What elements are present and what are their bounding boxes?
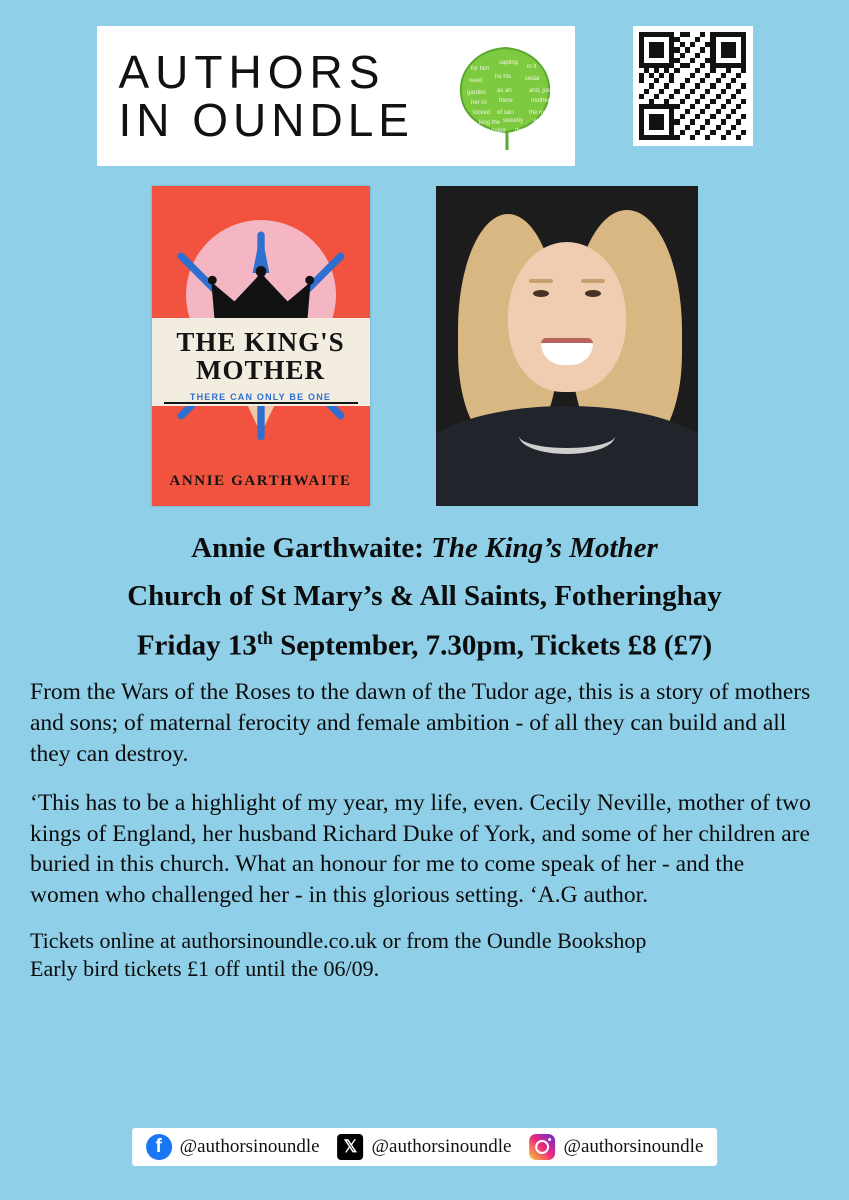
svg-text:there: there	[498, 98, 513, 104]
book-title-line-1: THE KING'S	[176, 327, 345, 357]
svg-text:her ro: her ro	[470, 100, 487, 106]
book-tagline: THERE CAN ONLY BE ONE	[189, 391, 332, 402]
svg-text:king the: king the	[478, 120, 500, 126]
event-date-line	[30, 627, 819, 664]
qr-code[interactable]	[633, 26, 753, 146]
leaf-icon	[445, 36, 565, 156]
logo-line-2: IN OUNDLE	[118, 94, 414, 146]
svg-text:cedar: cedar	[524, 76, 540, 82]
event-date-ordinal: th	[256, 627, 273, 648]
headline-author: Annie Garthwaite:	[191, 532, 432, 564]
social-bar	[132, 1128, 718, 1166]
svg-text:as an: as an	[496, 88, 512, 94]
instagram-handle: @authorsinoundle	[563, 1136, 704, 1157]
event-date-prefix: Friday 13	[136, 629, 257, 662]
svg-text:sweetly: sweetly	[502, 118, 523, 124]
headline-book-title: The King’s Mother	[431, 532, 658, 564]
svg-text:sapling: sapling	[498, 60, 518, 66]
book-cover-image	[152, 186, 370, 506]
book-cover-rule	[164, 402, 358, 404]
instagram-icon[interactable]	[529, 1134, 555, 1160]
logo-line-1: AUTHORS	[118, 45, 386, 98]
social-instagram[interactable]	[529, 1134, 703, 1160]
x-handle: @authorsinoundle	[371, 1136, 512, 1157]
svg-text:he his: he his	[494, 74, 511, 80]
social-x[interactable]	[338, 1134, 512, 1160]
ticket-info-line-2: Early bird tickets £1 off until the 06/09.	[30, 956, 380, 982]
x-twitter-icon[interactable]: 𝕏	[338, 1134, 364, 1160]
svg-text:of rain: of rain	[496, 110, 514, 116]
svg-text:garden: garden	[466, 90, 486, 96]
svg-text:for him: for him	[470, 66, 489, 72]
event-date-suffix: September, 7.30pm, Tickets £8 (£7)	[272, 629, 713, 662]
poster-images	[0, 186, 849, 506]
ticket-info-line-1: Tickets online at authorsinoundle.co.uk or from the Oundle Bookshop	[30, 927, 647, 953]
book-blurb: From the Wars of the Roses to the dawn of the Tudor age, this is a story of mothers and sons; of maternal ferocity and female ambition - of all they can build and all they can destroy.	[30, 679, 811, 767]
svg-text:in it: in it	[526, 64, 536, 70]
logo-text	[118, 45, 414, 146]
authors-in-oundle-logo	[97, 26, 575, 166]
svg-text:against: against	[532, 118, 552, 124]
facebook-icon[interactable]: f	[146, 1134, 172, 1160]
svg-text:it: it	[540, 128, 544, 134]
book-cover-author: ANNIE GARTHWAITE	[169, 473, 352, 489]
svg-text:the men: the men	[528, 110, 551, 116]
event-venue: Church of St Mary’s & All Saints, Fotheringhay	[127, 580, 722, 613]
book-title-band	[152, 318, 370, 406]
social-facebook[interactable]	[146, 1134, 320, 1160]
author-quote: ‘This has to be a highlight of my year, my life, even. Cecily Neville, mother of two kings of England, her husband Richard Duke of York, and some of her children are buried in this church. What an honour for me to come speak of her - and the women who challenged her - in this glorious setting. ‘A.G author.	[30, 789, 811, 909]
author-portrait	[436, 186, 698, 506]
svg-text:mother: mother	[530, 98, 550, 104]
svg-text:locked: locked	[472, 110, 490, 116]
svg-text:need: need	[468, 78, 482, 84]
svg-text:and, just: and, just	[528, 88, 552, 94]
facebook-handle: @authorsinoundle	[179, 1136, 320, 1157]
svg-text:the major: the major	[480, 128, 506, 134]
poster-content	[0, 506, 849, 983]
poster-header	[0, 0, 849, 166]
ticket-info	[30, 927, 819, 983]
qr-code-matrix	[639, 32, 747, 140]
event-headline	[30, 530, 819, 566]
book-title-line-2: MOTHER	[195, 355, 325, 386]
svg-text:the: the	[514, 128, 523, 134]
